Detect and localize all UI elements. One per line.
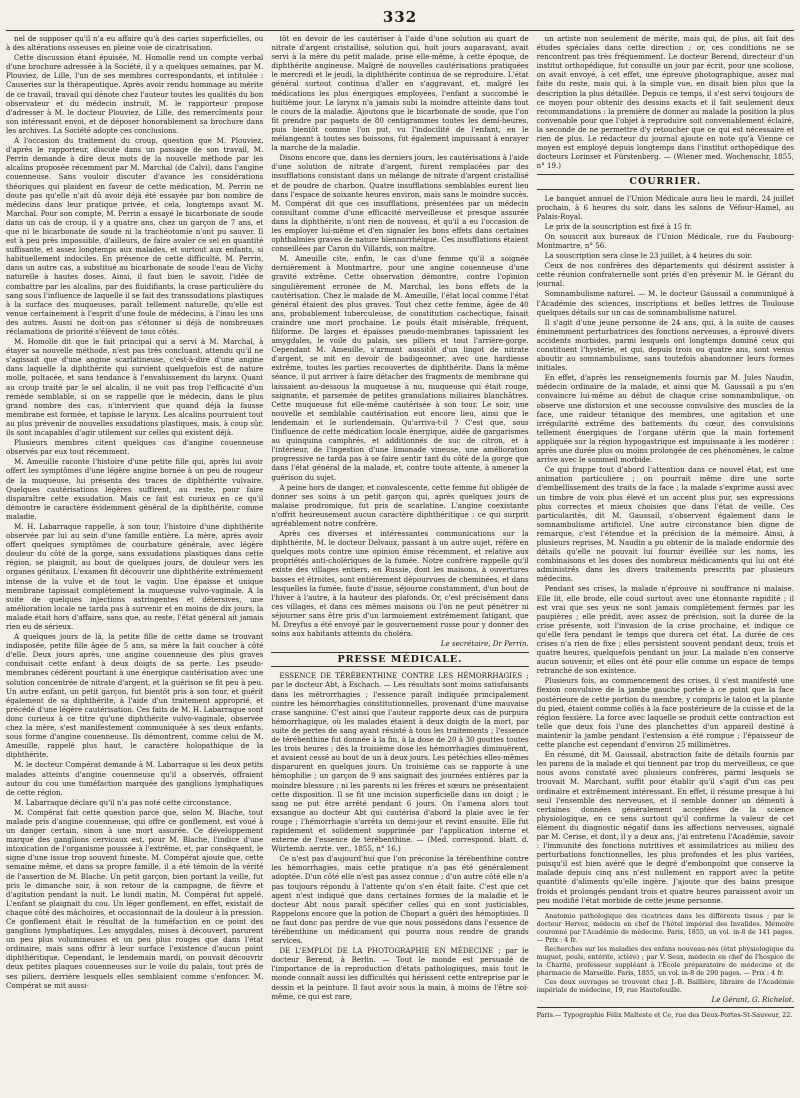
divider bbox=[537, 1007, 794, 1008]
courrier-paragraph: Ce qui frappe tout d'abord l'attention dans ce nouvel état, est une animation particulière ; on pourrait même dire une sorte d'embellissement des traits de la face ; la malade s'exprime aussi avec un timbre de voix plus élevé et un accent plus pur, ses expressions plus correctes et mieux choisies que dans l'état de veille. Ces particularités, dit M. Gaussail, s'observent également dans le somnambulisme artificiel. Une autre circonstance bien digne de remarque, c'est l'étendue et la précision de la mémoire. Ainsi, à plusieurs reprises, M. Naudin a pu obtenir de la malade endormie des détails qu'elle ne pouvait lui fournir éveillée sur les noms, les combinaisons et les doses des nombreux médicaments qui lui ont été administrés dans les divers traitements prescrits par plusieurs médecins. bbox=[536, 465, 794, 584]
notice-paragraph: Recherches sur les maladies des enfans nouveau-nés (état physiologique du muguet, pouls, entérite, ictère) ; par V. Seux, médecin en chef de l'hospice de la Charité, professeur suppléant à l'École préparatoire de médecine et de pharmacie de Marseille. Paris, 1855, un vol. in-8 de 290 pages. — Prix : 4 fr. bbox=[536, 944, 794, 977]
paragraph: Après ces diverses et intéressantes communications sur la diphthérite, M. le docteur Delvaux, passant à un autre sujet, réfère en quelques mots contre une opinion émise récemment, et relative aux propriétés anti-cholériques de la fumée. Notre confrère rappelle qu'il existe des villages entiers, en Russie, dont les maisons, à ouvertures basses et étroites, sont entièrement dépourvues de cheminées, et dans lesquelles la fumée, faute d'issue, séjourne constamment, d'un bout de l'hiver à l'autre, à la hauteur des plafonds. Or, c'est précisément dans ces villages, et dans ces mêmes maisons où l'on ne peut pénétrer ni séjourner sans être pris d'un larmoiement extrêmement fatigant, que M. Dreyfus a été envoyé par le gouvernement russe pour y donner des soins aux habitants atteints du choléra. bbox=[271, 529, 529, 639]
column-left bbox=[6, 34, 263, 1092]
paragraph: A peine hors de danger, et convalescente, cette femme fut obligée de donner ses soins à un petit garçon qui, après quelques jours de malaise prodromique, fut pris de scarlatine. L'angine coexistante n'offrit heureusement aucun caractère diphthéritique : ce qui surprit agréablement notre confrère. bbox=[271, 482, 529, 528]
paragraph: Plusieurs membres citent quelques cas d'angine couenneuse observés par eux tout récemment. bbox=[6, 438, 264, 457]
printer-line: Paris.— Typographie Félix Malteste et Ce, rue des Deux-Portes-St-Sauveur, 22. bbox=[536, 1010, 793, 1019]
paragraph: M. Homolle dit que le fait principal qui a servi à M. Marchal, à étayer sa nouvelle méthode, n'est pas très concluant, attendu qu'il ne s'agissait que d'une angine scarlatineuse, c'est-à-dire d'une angine dans laquelle la diphthérite qui survient quelquefois est de nature molle, pultacée, et sans tendance à l'envahissement du larynx. Quant au croup traité par le sel alcalin, il ne voit pas trop l'efficacité d'un remède semblable, si on se rappelle que le médecin, dans le plus grand nombre des cas, n'intervient que quand déjà la fausse membrane est formée, et tapisse le larynx. Les alcalins pourraient tout au plus prévenir de nouvelles exsudations plastiques, mais, à coup sûr, ils sont incapables d'agir utilement sur celles qui existent déjà. bbox=[6, 337, 264, 438]
press-articles bbox=[271, 671, 528, 1000]
paragraph: tôt en devoir de les cautériser à l'aide d'une solution au quart de nitrate d'argent cristallisé, solution qui, huit jours auparavant, avait servi à la mère du petit malade, prise elle-même, à cette époque, de diphthérite angineuse. Malgré de nouvelles cautérisations pratiquées le mercredi et le jeudi, la diphthérite continua de se reproduire. L'état général surtout continua d'aller en s'aggravant, et, malgré les médications les plus énergiques employées, l'enfant a succombé le huitième jour. Le larynx n'a jamais subi la moindre atteinte dans tout le cours de la maladie. Ajoutons que le bicarbonate de soude, que l'on fit prendre par paquets de 80 centigrammes toutes les demi-heures, puis bientôt comme l'on put, vu l'indocilité de l'enfant, en le mélangeant à toutes ses boissons, fut également impuissant à enrayer la marche de la maladie. bbox=[271, 34, 529, 153]
notice-paragraph: Anatomie pathologique des cicatrices dans les différents tissus ; par le docteur Hervez, médecin en chef de l'hôtel impérial des Invalides. Mémoire couronné par l'Académie de médecine. Paris, 1855, un vol. in-8 de 141 pages. — Prix : 4 fr. bbox=[536, 911, 794, 944]
courrier-items bbox=[537, 194, 794, 905]
courrier-paragraph: Il s'agit d'une jeune personne de 24 ans, qui, à la suite de causes éminemment perturbatrices des fonctions nerveuses, a éprouvé divers accidents morbides, parmi lesquels ont longtemps dominé ceux qui constituent l'hystérie, et qui, depuis trois ou quatre ans, sont venus aboutir au somnambulisme, sans toutefois abandonner leurs formes initiales. bbox=[536, 317, 794, 373]
courrier-paragraph: Plusieurs fois, au commencement des crises, il s'est manifesté une flexion convulsive de la jambe gauche portée à ce point que la face postérieure de cette portion du membre, y compris le talon et la plante du pied, étaient comme collés à la face postérieure de la cuisse et de la région fessière. La force avec laquelle se produit cette contraction est telle que deux fois l'une des planchettes d'un appareil destiné à maintenir la jambe pendant l'extension a été rompue ; l'épaisseur de cette planche est cependant d'environ 25 millimètres. bbox=[536, 676, 794, 750]
paragraph: Cette discussion étant épuisée, M. Homolle rend un compte verbal d'une brochure adressée à la Société, il y a quelques semaines, par M. Plouviez, de Lille, l'un de ses membres correspondants, et intitulée : Causeries sur la thérapeutique. Après avoir rendu hommage au mérite de ce travail, travail qui dénote chez l'auteur toutes les qualités du bon observateur et du médecin instruit, M. le rapporteur propose d'adresser à M. le docteur Plouviez, de Lille, des remercîments pour son intéressant envoi, et de déposer honorablement sa brochure dans les archives. La Société adopte ces conclusions. bbox=[6, 53, 264, 135]
courrier-paragraph: Somnambulisme naturel. — M. le docteur Gaussail a communiqué à l'Académie des sciences, inscriptions et belles lettres de Toulouse quelques détails sur un cas de somnambulisme naturel. bbox=[536, 289, 794, 317]
courrier-paragraph: En résumé, dit M. Gaussail, abstraction faite de détails fournis par les parens de la malade et qui tiennent par trop du merveilleux, ce que nous avons constaté avec plusieurs confrères, parmi lesquels se trouvait M. Marchant, suffit pour établir qu'il s'agit d'un cas peu ordinaire et extrêmement intéressant. En effet, il résume presque à lui seul l'ensemble des nerveuses, et il semble donner un démenti à certaines données généralement acceptées de la science physiologique, en ce sens surtout qu'il confirme la valeur de cet élément du diagnostic négatif dans les affections nerveuses, signalé par M. Cerise, et dont, il y a deux ans, j'ai entretenu l'Académie, savoir : l'immunité des fonctions nutritives et assimilatrices au milieu des perturbations fonctionnelles, les plus profondes et les plus variées, puisqu'il est bien avéré que le degré d'embonpoint que conserve la malade depuis cinq ans n'est nullement en rapport avec la petite quantité d'aliments qu'elle ingère. J'ajoute que des bains presque froids et prolongés pendant trois et quatre heures paraissent avoir un peu modifié l'état morbide de cette jeune personne. bbox=[536, 750, 794, 905]
column-middle bbox=[271, 34, 528, 1092]
notice-paragraph: Ces deux ouvrages se trouvent chez J.-B. Baillière, libraire de l'Académie impériale de médecine, 19, rue Hautefeuille. bbox=[536, 977, 794, 994]
column-right bbox=[537, 34, 794, 1092]
columns bbox=[6, 30, 794, 1096]
paragraph: nel de supposer qu'il n'a eu affaire qu'à des caries superficielles, ou à des altérations osseuses en pleine voie de cicatrisation. bbox=[6, 34, 264, 53]
paragraph: M. Compérat fait cette question parce que, selon M. Blache, tout malade pris d'angine couenneuse, qui offre ce gonflement, est voué à un danger certain, sinon à une mort assurée. Ce développement marqué des ganglions cervicaux est, pour M. Blache, l'indice d'une intoxication de l'organisme poussée à l'extrême, et, par conséquent, le signe d'une issue trop souvent funeste. M. Compérat ajoute que, cette semaine même, et dans sa propre famille, il a été témoin de la vérité de l'assertion de M. Blache. Un petit garçon, bien portant la veille, fut pris le dimanche soir, à son retour de la campagne, de fièvre et d'agitation pendant la nuit. Le lundi matin, M. Compérat fut appelé. L'enfant se plaignait du cou. Un léger gonflement, en effet, existait de chaque côté des mâchoires, et occasionnait de la douleur à la pression. Ce gonflement était le résultat de la tuméfaction en ce point des ganglions lymphatiques. Les amygdales, mises à découvert, parurent un peu plus volumineuses et un peu plus rouges que dans l'état ordinaire, mais sans offrir à leur surface l'existence d'aucun point diphthéritique. Cependant, le lendemain mardi, on pouvait découvrir deux petites plaques couenneuses sur le voile du palais, tout près de ses piliers, derrière lesquels elles semblaient comme s'enfoncer. M. Compérat se mit aussi- bbox=[6, 807, 264, 990]
courrier-paragraph: Le banquet annuel de l'Union Médicale aura lieu le mardi, 24 juillet prochain, à 6 heures du soir, dans les salons de Véfour-Hamel, au Palais-Royal. bbox=[536, 193, 794, 221]
society-report-continued bbox=[271, 34, 528, 638]
courrier-paragraph: On souscrit aux bureaux de l'Union Médicale, rue du Faubourg-Montmartre, n° 56. bbox=[536, 231, 794, 250]
press-paragraph: DE L'EMPLOI DE LA PHOTOGRAPHIE EN MÉDECINE ; par le docteur Berend, à Berlin. — Tout le monde est persuadé de l'importance de la reproduction d'états pathologiques, mais tout le monde connaît aussi les difficultés qui hérissent cette entreprise par le dessin et la peinture. Il faut avoir sous la main, à moins de l'être soi-même, ce qui est rare, bbox=[271, 946, 529, 1001]
courrier-paragraph: Ceux de nos confrères des départements qui désirent assister à cette réunion confraternelle sont priés d'en prévenir M. le Gérant du journal. bbox=[536, 261, 794, 289]
paragraph: M. H. Labarraque rappelle, à son tour, l'histoire d'une diphthérite observée par lui au sein d'une famille entière. La mère, après avoir offert quelques symptômes de courbature générale, avec légère douleur du côté de la gorge, sans exsudations plastiques dans cette région, se plaignit, au bout de quelques jours, de douleur vers les organes génitaux. L'examen fit découvrir une diphthérite extrêmement intense de la vulve et de tout le vagin. Une épaisse et unique membrane tapissait complètement la muqueuse vulvo-vaginale. A la suite de quelques injections astringentes et détersives, une amélioration locale ne tarda pas à survenir et en moins de dix jours, la malade était hors d'affaire, sans que, au reste, l'état général ait jamais rien eu de sérieux. bbox=[6, 521, 264, 631]
press-paragraph: ESSENCE DE TÉRÉBENTHINE CONTRE LES HÉMORRHAGIES ; par le docteur Abt, à Eschach. — Les résultats sont moins satisfaisants dans les métrorrhagies ; l'essence paraît indiquée principalement contre les hémorrhagies constitutionnelles, provenant d'une mauvaise crase sanguine. C'est ainsi que l'auteur rapporte deux cas de purpura hémorrhagique, où les malades étaient à deux doigts de la mort, par suite de pertes de sang ayant résisté à tous les traitements ; l'essence de térébenthine fut donnée à la fin, à la dose de 20 à 30 gouttes toutes les trois heures ; dès la troisième dose les hémorrhagies diminuèrent, et avaient cessé au bout de un à deux jours. Les pétéchies elles-mêmes disparurent en quelques jours. Un troisième cas se rapporte à une hémophilie ; un garçon de 9 ans saignait des journées entières par la moindre blessure ; ni les parents ni les frères et sœurs ne présentaient cette disposition. Il se fit une incision superficielle dans un doigt ; le sang ne put être arrêté pendant 6 jours. On l'amena alors tout exsangue au docteur Abt qui cautérisa d'abord la plaie avec le fer rouge ; l'hémorrhagie s'arrêta un demi-jour et revint ensuite. Elle fut rapidement et solidement supprimée par l'application interne et externe de l'essence de térébenthine. — (Med. correspond. blatt. d. Würtemb. aerzte. ver., 1855, n° 16.) bbox=[271, 671, 529, 854]
courrier-paragraph: La souscription sera close le 23 juillet, à 4 heures du soir. bbox=[544, 251, 753, 261]
press-paragraph: Ce n'est pas d'aujourd'hui que l'on préconise la térébenthine contre les hémorrhagies, mais cette pratique n'a pas été généralement adoptée. D'un côté elle n'est pas assez connue ; d'un autre côté elle n'a pas toujours répondu à l'attente qu'on s'en était faite. C'est que cet agent n'est indiqué que dans certaines formes de la maladie et le docteur Abt nous paraît spécifier celles qui en sont justiciables. Rappelons encore que la potion de Chopart a guéri des hémoptisies. Il ne faut donc pas perdre de vue que nous possédons dans l'essence de térébenthine un médicament qui pourra nous rendre de grands services. bbox=[271, 854, 529, 946]
secretary-signature: Le secrétaire, Dr Perrin. bbox=[440, 639, 529, 649]
book-notices bbox=[537, 912, 794, 994]
page-number: 332 bbox=[382, 8, 418, 26]
paragraph: M. Ameuille raconte l'histoire d'une petite fille qui, après lui avoir offert les symptômes d'une légère angine bornée à un peu de rougeur de la muqueuse, lui présenta des traces de diphthérite vulvaire. Quelques cautérisations légères suffirent, au reste, pour faire disparaître cette exsudation. Mais ce fait est curieux en ce qu'il démontre le caractère évidemment général de la diphthérite, comme maladie. bbox=[6, 457, 264, 521]
section-heading-presse-medicale: PRESSE MÉDICALE. bbox=[271, 652, 528, 667]
paragraph: Disons encore que, dans les derniers jours, les cautérisations à l'aide d'une solution de nitrate d'argent, furent remplacées par des insufflations consistant dans un mélange de nitrate d'argent cristallisé et de poudre de charbon. Quatre insufflations semblables eurent lieu dans l'espace de soixante heures environ, mais sans le moindre succès. M. Compérat dit que ces insufflations, présentées par un médecin consultant comme d'une efficacité merveilleuse et presque assurée dans la diphthérite, n'ont rien de nouveau, et qu'il a eu l'occasion de les employer lui-même et d'en signaler les bons effets dans certaines ophthalmies graves de nature blennorrhéique. Ces insufflations étaient conseillées par Caron du Villards, son maître. bbox=[271, 153, 529, 254]
paragraph: A l'occasion du traitement du croup, question que M. Plouviez, d'après le rapporteur, discute dans un passage de son travail, M. Perrin demande à dire deux mots de la nouvelle méthode par les alcalins proposée récemment par M. Marchal (de Calvi), dans l'angine couenneuse. Sans vouloir discuter d'avance les considérations théoriques qui plaident en faveur de cette médication, M. Perrin ne doute pas qu'elle n'ait dû avoir déjà été essayée par bon nombre de médecins dans leur pratique privée, et cela, longtemps avant M. Marchal. Pour son compte, M. Perrin a essayé le bicarbonate de soude dans un cas de croup, il y a quatre ans, chez un garçon de 7 ans, et que ni le bicarbonate de soude ni la trachéotomie n'ont pu sauver. Il est à peu près impossible, d'ailleurs, de faire avaler ce sel en quantité suffisante, et assez longtemps aux malades, et surtout aux enfants, si habituellement indociles. En présence de cette difficulté, M. Perrin, dans un autre cas, a substitué au bicarbonate de soude l'eau de Vichy naturelle à hautes doses. Ainsi, il faut bien le savoir, l'idée de combattre par les alcalins, par des fluidifiants, la crase particulière du sang sous l'influence de laquelle il se fait des transsudations plastiques à la surface des muqueuses, paraît tellement naturelle, qu'elle est venue certainement à l'esprit d'une foule de médecins, à l'insu les uns des autres. Aussi ne doit-on pas s'étonner si déjà de nombreuses réclamations de priorité s'élèvent de tous côtés. bbox=[6, 136, 264, 336]
paragraph: M. Labarraque déclare qu'il n'a pas noté cette circonstance. bbox=[14, 797, 232, 807]
courrier-paragraph: En effet, d'après les renseignements fournis par M. Jules Naudin, médecin ordinaire de la malade, et ainsi que M. Gaussail a pu s'en convaincre lui-même au début de chaque crise somnambulique, on observe une distorsion et une secousse convulsive des muscles de la face, une raideur tétanique des membres, une agitation et une irrégularité extrême des battements du cœur, des convulsions tellement énergiques de l'organe utérin que la main fortement appliquée sur la région hypogastrique est impuissante à les modérer : après une durée plus ou moins prolongée de ces phénomènes, le calme arrive avec le sommeil morbide. bbox=[536, 373, 794, 465]
paragraph: un artiste non seulement de mérite, mais qui, de plus, ait fait des études spéciales dans cette direction ; or, ces conditions ne se rencontrent pas très fréquemment. Le docteur Berend, directeur d'un institut orthopédique, fut consulté un jour par écrit, pour une scoliose, on avait envoyé, à cet effet, une épreuve photographique, assez mal faite du reste, mais qui, à la simple vue, en disait bien plus que la description la plus détaillée. Depuis ce temps, il s'est servi toujours de ce moyen pour obtenir des dessins exacts et il fait seulement deux recommandations : la première de donner au malade la position la plus convenable pour que l'objet à reproduire soit convenablement éclairé, la seconde de ne permettre d'y retoucher que ce qui est nécessaire et rien de plus. Le rédacteur du journal ajoute en note qu'à Vienne ce moyen est employé depuis longtemps dans l'institut orthopédique des docteurs Lorinser et Fürstenberg. — (Wiener med. Wochenschr, 1855, n° 19.) bbox=[536, 34, 794, 171]
section-heading-courrier: COURRIER. bbox=[537, 174, 794, 189]
divider bbox=[537, 908, 794, 909]
photography-article-continued bbox=[537, 34, 794, 170]
courrier-paragraph: Le prix de la souscription est fixé à 15 fr. bbox=[544, 221, 692, 231]
courrier-paragraph: Pendant ses crises, la malade n'éprouve ni souffrance ni malaise. Elle lit, elle brode, elle coud surtout avec une étonnante rapidité ; il est vrai que ses yeux ne sont jamais complètement fermés par les paupières ; elle prédit, avec assez de précision, soit la durée de la crise présente, soit l'invasion de la crise prochaine, et indique ce qu'elle fera pendant le temps que durera cet état. La durée de ces crises n'a rien de fixe ; elles persistent souvent pendant deux, trois et quatre heures, quelquefois pendant un jour. La malade n'en conserve aucun souvenir, et elles ont été pour elle comme un espace de temps retranché de son existence. bbox=[536, 584, 794, 676]
paragraph: M. le docteur Compérat demande à M. Labarraque si les deux petits malades atteints d'angine couenneuse qu'il a observés, offraient autour du cou une tuméfaction marquée des ganglions lymphatiques de cette région. bbox=[6, 760, 264, 797]
gerant-signature: Le Gérant, G. Richelot. bbox=[711, 994, 794, 1004]
paragraph: M. Ameuille cite, enfin, le cas d'une femme qu'il a soignée dernièrement à Montmartre, pour une angine couenneuse d'une gravité extrême. Cette observation démontre, contre l'opinion singulièrement erronée de M. Marchal, les bons effets de la cautérisation. Chez le malade de M. Ameuille, l'état local comme l'état général étaient des plus graves. Tout chez cette femme, âgée de 40 ans, probablement tuberculeuse, de constitution cachectique, faisait craindre une mort prochaine. Le pouls était misérable, fréquent, filiforme. De larges et épaisses pseudo-membranes tapissaient les amygdales, le voile du palais, ses piliers et tout l'arrière-gorge. Cependant M. Ameuille, s'armant aussitôt d'un lingot de nitrate d'argent, se mit en devoir de badigeonner, avec une hardiesse extrême, toutes les parties recouvertes de diphthérite. Dans la même séance, il put arriver à faire détacher des fragments de membrane qui laissaient au-dessous la muqueuse à nu, muqueuse qui était rouge, saignante, et parsemée de petites granulations miliaires blanchâtres. Cette muqueuse fut elle-même cautérisée à son tour. Le soir, une nouvelle et semblable cautérisation eut encore lieu, ainsi que le lendemain et le surlendemain. Qu'arriva-t-il ? C'est que, sous l'influence de cette médication locale énergique, aidée de gargarismes au quinquina camphrés, et additionnés de suc de citron, et à l'intérieur, de l'ingestion d'une limonade vineuse, une amélioration progressive ne tarda pas à se faire sentir tant du côté de la gorge que dans l'état général de la malade, et, contre toute attente, à amener la guérison du sujet. bbox=[271, 254, 529, 482]
paragraph: A quelques jours de là, la petite fille de cette dame se trouvant indisposée, petite fille âgée de 5 ans, sa mère la fait coucher à côté d'elle. Deux jours après, une angine couenneuse des plus graves conduisait cette enfant à deux doigts de sa perte. Les pseudo-membranes cédèrent pourtant à une énergique cautérisation avec une solution concentrée de nitrate d'argent, et la guérison se fit peu à peu. Un autre enfant, un petit garçon, fut bientôt pris à son tour, et guérit également de sa diphthérite, à l'aide d'un traitement approprié, et précédé d'une légère cautérisation. Ces faits de M. H. Labarraque sont donc curieux à ce titre qu'une diphthérite vulvo-vaginale, observée chez la mère, s'est manifestement communiquée à ses deux enfants, sous forme d'angine couenneuse. Ils démontrent, comme celui de M. Ameuille, rappelé plus haut, le caractère holopathique de la diphthérite. bbox=[6, 632, 264, 760]
